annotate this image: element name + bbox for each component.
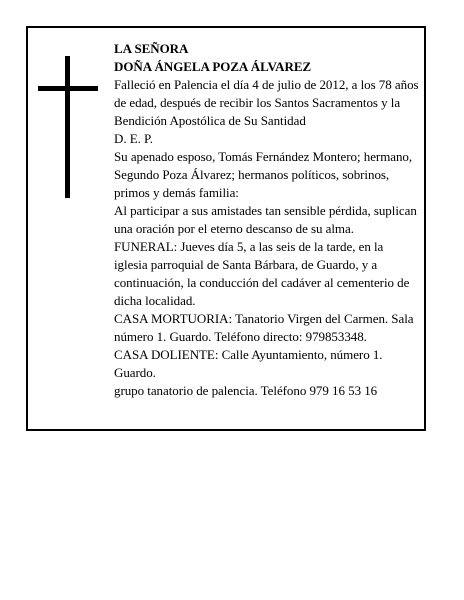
footer-contact: grupo tanatorio de palencia. Teléfono 979 16 53 16 [114, 383, 378, 398]
notice-text-block [114, 40, 420, 400]
latin-cross-icon [38, 56, 98, 198]
cross-horizontal-bar [38, 86, 98, 91]
notice-heading-title: LA SEÑORA [114, 41, 189, 56]
dep-line: D. E. P. [114, 131, 153, 146]
prayer-request: Al participar a sus amistades tan sensible pérdida, suplican una oración por el eterno descanso de su alma. [114, 203, 417, 236]
funeral-details: FUNERAL: Jueves día 5, a las seis de la tarde, en la iglesia parroquial de Santa Bárbara, de Guardo, y a continuación, la conducción del cadáver al cementerio de dicha localidad. [114, 239, 410, 308]
cross-vertical-bar [65, 56, 70, 198]
death-announcement: Falleció en Palencia el día 4 de julio de 2012, a los 78 años de edad, después de recibir los Santos Sacramentos y la Bendición Apostólica de Su Santidad [114, 77, 419, 128]
casa-doliente: CASA DOLIENTE: Calle Ayuntamiento, número 1. Guardo. [114, 347, 383, 380]
deceased-name: DOÑA ÁNGELA POZA ÁLVAREZ [114, 59, 312, 74]
family-line: Su apenado esposo, Tomás Fernández Montero; hermano, Segundo Poza Álvarez; hermanos políticos, sobrinos, primos y demás familia: [114, 149, 413, 200]
casa-mortuoria: CASA MORTUORIA: Tanatorio Virgen del Carmen. Sala número 1. Guardo. Teléfono directo: 979853348. [114, 311, 414, 344]
obituary-notice [26, 26, 426, 431]
